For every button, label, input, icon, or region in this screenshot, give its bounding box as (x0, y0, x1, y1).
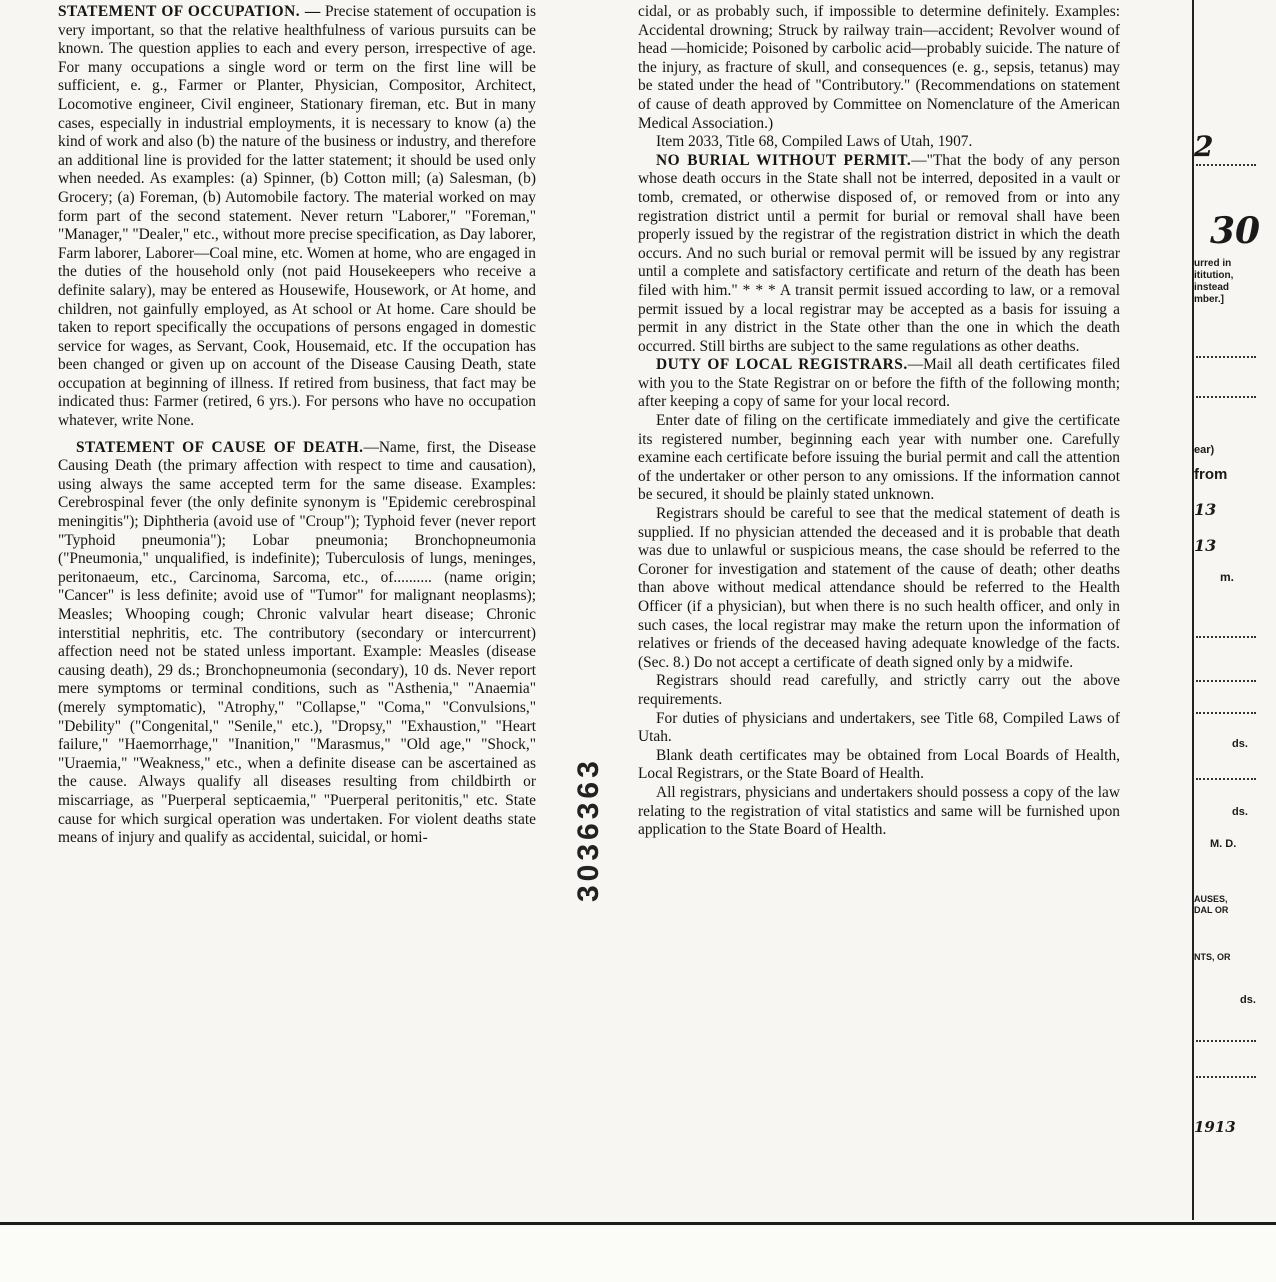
read-carefully-paragraph: Registrars should read carefully, and strictly carry out the above requirements. (638, 672, 1120, 708)
blank-certificates-paragraph: Blank death certificates may be obtained from Local Boards of Health, Local Registrars, or the State Board of Health. (638, 746, 1120, 783)
law-copy-paragraph: All registrars, physicians and undertakers should possess a copy of the law relating to the registration of vital statistics and same will be furnished upon application to the State Board of Health. (638, 783, 1120, 839)
cause-text: —Name, first, the Disease Causing Death (the primary affection with respect to time and causation), using always the same accepted term for the same disease. Examples: Cerebrospinal fever (the only definite synonym is "Epidemic cerebrospinal meningitis"); Diphtheria (avoid use of "Croup"); Typhoid fever (never report "Typhoid pneumonia"); Lobar pneumonia; Bronchopneumonia ("Pneumonia," unqualified, is indefinite); Tuberculosis of lungs, meninges, peritonaeum, etc., Carcinoma, Sarcoma, etc., of.......... (name origin; "Cancer" is less definite; avoid use of "Tumor" for malignant neoplasms); Measles; Whooping cough; Chronic valvular heart disease; Chronic interstitial nephritis, etc. The contributory (secondary or intercurrent) affection need not be stated unless important. Example: Measles (disease causing death), 29 ds.; Bronchopneumonia (secondary), 10 ds. Never report mere symptoms or terminal conditions, such as "Asthenia," "Anaemia" (merely symptomatic), "Atrophy," "Collapse," "Coma," "Convulsions," "Debility" ("Congenital," "Senile," etc.), "Dropsy," "Exhaustion," "Heart failure," "Haemorrhage," "Inanition," "Marasmus," "Old age," "Shock," "Uraemia," "Weakness," etc., when a definite disease can be ascertained as the cause. Always qualify all diseases resulting from childbirth or miscarriage, as "Puerperal septicaemia," "Puerperal peritonitis," etc. State cause for which surgical operation was undertaken. For violent deaths state means of injury and qualify as accidental, suicidal, or homi- (58, 438, 536, 847)
blank-line (1196, 680, 1256, 682)
occupation-paragraph (58, 3, 536, 431)
burial-paragraph (638, 152, 1120, 357)
cause-continued: cidal, or as probably such, if impossible to determine definitely. Examples: Accidental drowning; Struck by railway train—accident; Revolver wound of head —homicide; Poisoned by carbolic acid—probably suicide. The nature of the injury, as fracture of skull, and consequences (e. g., sepsis, tetanus) may be stated under the head of "Contributory." (Recommendations on statement of cause of death approved by Committee on Nomenclature of the American Medical Association.) (638, 3, 1120, 132)
blank-line (1196, 636, 1256, 638)
ds-label-2: ds. (1232, 806, 1248, 818)
bottom-margin (0, 1226, 1276, 1282)
from-label: from (1194, 466, 1228, 483)
handwritten-13b: 13 (1194, 536, 1217, 555)
handwritten-number: 30 (1210, 210, 1261, 252)
occurred-note: urred in ititution, instead mber.] (1194, 258, 1234, 305)
ds-label-1: ds. (1232, 738, 1248, 750)
middle-column (638, 3, 1120, 840)
year-fragment: ear) (1194, 444, 1215, 456)
duty-text: —Mail all death certificates filed with you to the State Registrar on or before the fifth of the following month; after keeping a copy of same for your local record. (638, 356, 1120, 411)
occupation-text: Precise statement of occupation is very important, so that the relative healthfulness of various pursuits can be known. The question applies to each and every person, irrespective of age. For many occupations a single word or term on the first line will be sufficient, e. g., Farmer or Planter, Physician, Compositor, Architect, Locomotive engineer, Civil engineer, Stationary fireman, etc. But in many cases, especially in industrial employments, it is necessary to know (a) the kind of work and also (b) the nature of the business or industry, and therefore an additional line is provided for the latter statement; it should be used only when needed. As examples: (a) Spinner, (b) Cotton mill; (a) Salesman, (b) Grocery; (a) Foreman, (b) Automobile factory. The material worked on may form part of the second statement. Never return "Laborer," "Foreman," "Manager," "Dealer," etc., without more precise specification, as Day laborer, Farm laborer, Laborer—Coal mine, etc. Women at home, who are engaged in the duties of the household only (not paid Housekeepers who receive a definite salary), may be entered as Housewife, Housework, or At home, and children, not gainfully employed, as At school or At home. Care should be taken to report specifically the occupations of persons engaged in domestic service for wages, as Servant, Cook, Housemaid, etc. If the occupation has been changed or given up on account of the Disease Causing Death, state occupation at beginning of illness. If retired from business, that fact may be indicated thus: Farmer (retired, 6 yrs.). For persons who have no occupation whatever, write None. (58, 3, 537, 430)
cause-paragraph (58, 439, 536, 848)
ds-label-3: ds. (1240, 994, 1256, 1006)
left-column (58, 3, 536, 848)
blank-line (1196, 778, 1256, 780)
serial-number-stamp: 3036363 (572, 757, 605, 903)
m-fragment: m. (1220, 570, 1235, 584)
blank-line (1196, 356, 1256, 358)
handwritten-top: 2 (1194, 130, 1214, 163)
nts-label: NTS, OR (1194, 952, 1231, 962)
duty-paragraph (638, 356, 1120, 412)
causes-label: AUSES, DAL OR (1194, 894, 1229, 915)
burial-text: —"That the body of any person whose death occurs in the State shall not be interred, deposited in a vault or tomb, cremated, or otherwise disposed of, or removed from or into any registration district until a permit for burial or removal shall have been properly issued by the registrar of the registration district in which the death occurs. And no such burial or removal permit will be issued by any registrar until a complete and satisfactory certificate and return of the death has been filed with him." * * * A transit permit issued according to law, or a removal permit issued by a local registrar may be accepted as a basis for issuing a permit in any district in the State other than the one in which the death occurred. Still births are subject to the same regulations as other deaths. (638, 151, 1121, 355)
md-label: M. D. (1210, 838, 1237, 850)
medical-statement-paragraph: Registrars should be careful to see that the medical statement of death is supplied. If no physician attended the deceased and it is probable that death was due to unlawful or suspicious means, the case should be referred to the Coroner for investigation and statement of the cause of death; other deaths than above without medical attendance should be referred to the Health Officer (if a physician), but when there is no such health officer, and only in such cases, the local registrar may make the return upon the information of relatives or friends of the deceased having adequate knowledge of the facts. (Sec. 8.) Do not accept a certificate of death signed only by a midwife. (638, 505, 1120, 671)
adjacent-form-edge (1180, 0, 1276, 1282)
blank-line (1196, 1040, 1256, 1042)
item-reference: Item 2033, Title 68, Compiled Laws of Utah, 1907. (656, 133, 973, 151)
occupation-heading: STATEMENT OF OCCUPATION. — (58, 3, 321, 20)
cause-heading: STATEMENT OF CAUSE OF DEATH. (76, 438, 364, 456)
blank-line (1196, 396, 1256, 398)
blank-line (1196, 1076, 1256, 1078)
bottom-rule (0, 1222, 1276, 1225)
burial-heading: NO BURIAL WITHOUT PERMIT. (656, 151, 912, 169)
blank-line (1196, 712, 1256, 714)
handwritten-13a: 13 (1194, 500, 1217, 519)
form-border-line (1192, 0, 1194, 1220)
year-end: 1913 (1194, 1118, 1236, 1136)
duty-heading: DUTY OF LOCAL REGISTRARS. (656, 356, 908, 374)
duties-paragraph: For duties of physicians and undertakers, see Title 68, Compiled Laws of Utah. (638, 709, 1120, 746)
blank-line (1196, 164, 1256, 166)
enter-date-paragraph: Enter date of filing on the certificate immediately and give the certificate its registered number, beginning each year with number one. Carefully examine each certificate before issuing the burial permit and call the attention of the undertaker or other person to any omissions. If the information cannot be secured, it should be plainly stated unknown. (638, 412, 1120, 504)
